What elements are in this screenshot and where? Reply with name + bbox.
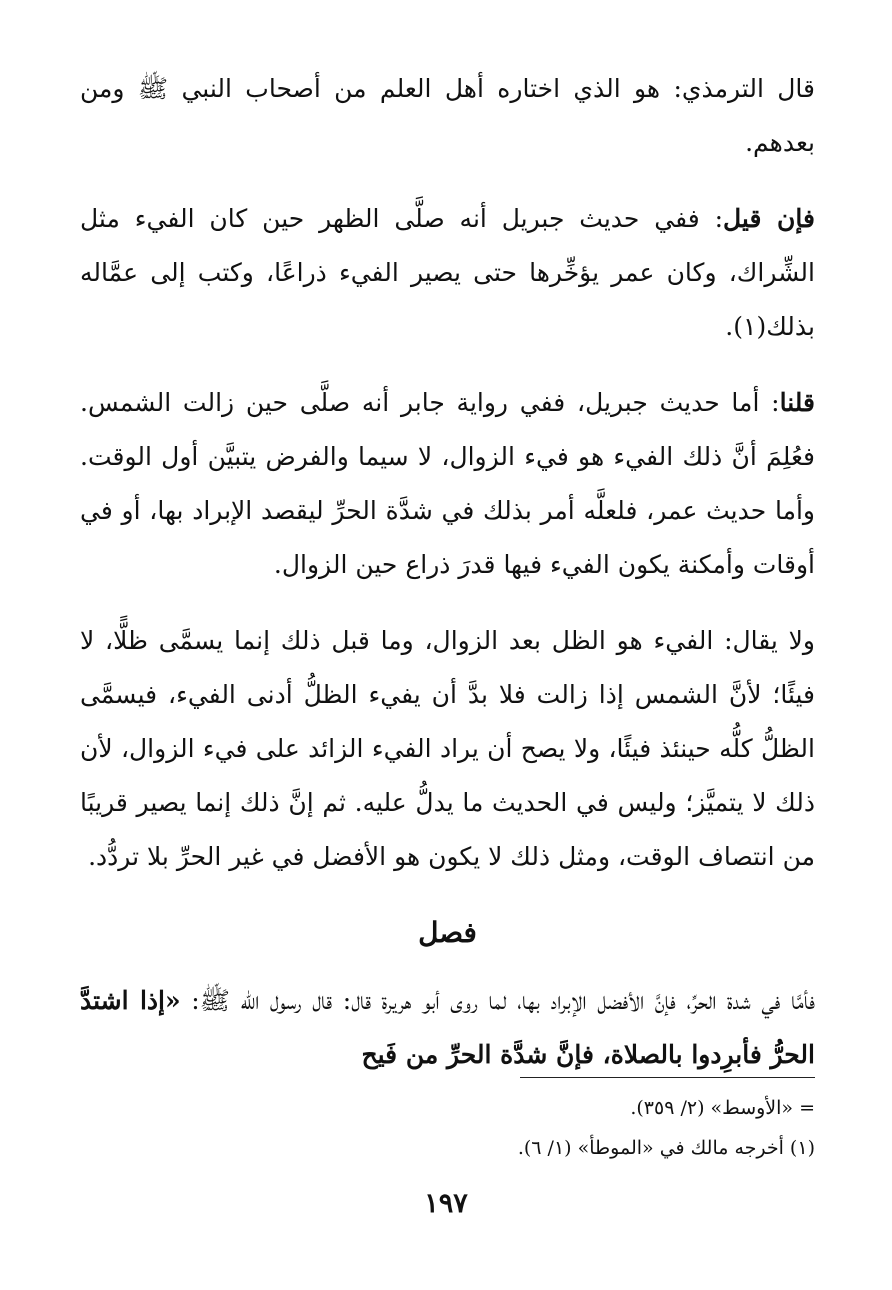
- footnote-continuation: = «الأوسط» (٢/ ٣٥٩).: [630, 1097, 815, 1119]
- paragraph-text: : أما حديث جبريل، ففي رواية جابر أنه صلَّى حين زالت الشمس. فعُلِمَ أنَّ ذلك الفيء هو فيء الزوال، لا سيما والفرض يتبيَّن أول الوقت. وأما حديث عمر، فلعلَّه أمر بذلك في شدَّة الحرِّ ليقصد الإبراد بها، أو في أوقات وأمكنة يكون الفيء فيها قدرَ ذراع حين الزوال.: [80, 388, 815, 579]
- paragraph-text: فأمَّا في شدة الحرِّ، فإنَّ الأفضل الإبراد بها، لما روى أبو هريرة قال: قال رسول الله ﷺ:: [180, 986, 816, 1015]
- reply-lead: قلنا: [779, 388, 815, 417]
- paragraph-reply: [80, 376, 815, 592]
- paragraph-gap: [80, 354, 815, 376]
- objection-lead: فإن قيل: [723, 204, 815, 233]
- footnote-reference: (١): [733, 312, 767, 341]
- footnote-divider: [520, 1077, 815, 1078]
- hadith-quote: «إذا اشتدَّ الحرُّ فأبرِدوا بالصلاة، فإنَّ شدَّة الحرِّ من فَيح: [80, 986, 815, 1069]
- paragraph-heat: [80, 974, 815, 1082]
- paragraph-gap: [80, 592, 815, 614]
- paragraph-text: : ففي حديث جبريل أنه صلَّى الظهر حين كان الفيء مثل الشِّراك، وكان عمر يؤخِّرها حتى يصير الفيء ذراعًا، وكتب إلى عمَّاله بذلك: [80, 204, 815, 341]
- section-heading: فصل: [418, 916, 477, 949]
- paragraph-gap: [80, 170, 815, 192]
- paragraph-tirmidhi: [80, 62, 815, 170]
- paragraph-objection: [80, 192, 815, 354]
- page-number: ١٩٧: [424, 1188, 468, 1219]
- footnotes: [80, 1088, 815, 1168]
- page-body: [80, 62, 815, 1082]
- paragraph-end: .: [725, 312, 734, 341]
- paragraph-text: ولا يقال: الفيء هو الظل بعد الزوال، وما قبل ذلك إنما يسمَّى ظلًّا، لا فيئًا؛ لأنَّ الشمس إذا زالت فلا بدَّ أن يفيء الظلُّ أدنى الفيء، فيسمَّى الظلُّ كلُّه حينئذ فيئًا، ولا يصح أن يراد الفيء الزائد على فيء الزوال، لأن ذلك لا يتميَّز؛ وليس في الحديث ما يدلُّ عليه. ثم إنَّ ذلك إنما يصير قريبًا من انتصاف الوقت، ومثل ذلك لا يكون هو الأفضل في غير الحرِّ بلا تردُّد.: [80, 626, 815, 871]
- paragraph-text: قال الترمذي: هو الذي اختاره أهل العلم من أصحاب النبي ﷺ ومن بعدهم.: [80, 74, 815, 157]
- paragraph-shade: [80, 614, 815, 884]
- footnote-1: (١) أخرجه مالك في «الموطأ» (١/ ٦).: [517, 1137, 815, 1159]
